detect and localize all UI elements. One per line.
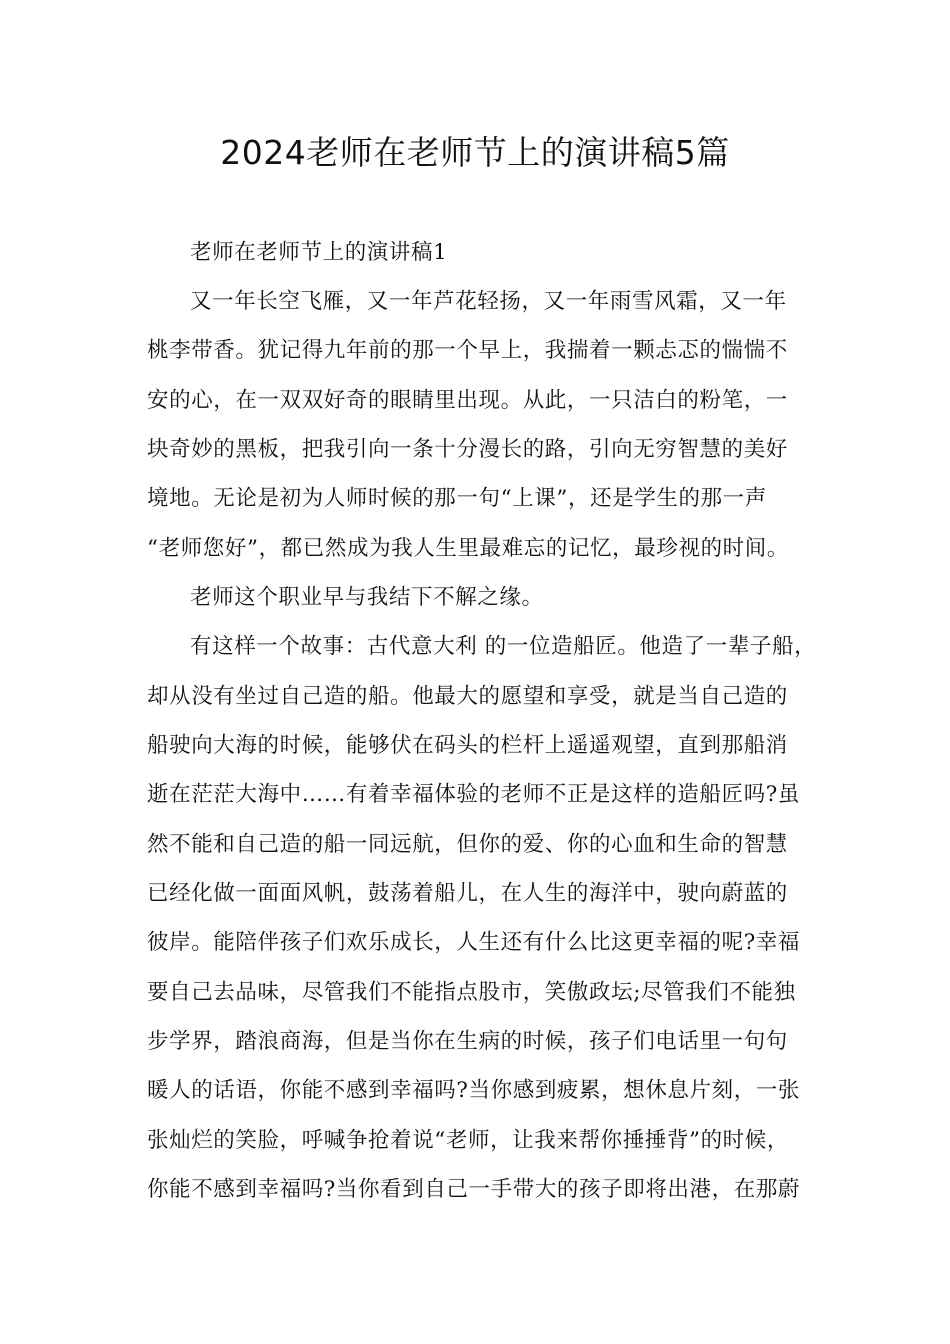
text-line: 逝在茫茫大海中……有着幸福体验的老师不正是这样的造船匠吗?虽	[147, 782, 801, 807]
text-line: 有这样一个故事：古代意大利 的一位造船匠。他造了一辈子船，	[190, 634, 817, 659]
text-line: 又一年长空飞雁，又一年芦花轻扬，又一年雨雪风霜，又一年	[190, 289, 787, 314]
text-line: 你能不感到幸福吗?当你看到自己一手带大的孩子即将出港，在那蔚	[147, 1177, 801, 1202]
text-line: 张灿烂的笑脸，呼喊争抢着说“老师，让我来帮你捶捶背”的时候，	[147, 1128, 789, 1153]
text-line: 船驶向大海的时候，能够伏在码头的栏杆上遥遥观望，直到那船消	[147, 733, 788, 758]
section-heading: 老师在老师节上的演讲稿1	[190, 240, 448, 265]
text-line: 已经化做一面面风帆，鼓荡着船儿，在人生的海洋中，驶向蔚蓝的	[147, 881, 788, 906]
text-line: 然不能和自己造的船一同远航，但你的爱、你的心血和生命的智慧	[147, 832, 788, 857]
text-line: 桃李带香。犹记得九年前的那一个早上，我揣着一颗忐忑的惴惴不	[147, 338, 788, 363]
text-line: 却从没有坐过自己造的船。他最大的愿望和享受，就是当自己造的	[147, 684, 788, 709]
text-line: 境地。无论是初为人师时候的那一句“上课”，还是学生的那一声	[147, 486, 767, 511]
text-line: 块奇妙的黑板，把我引向一条十分漫长的路，引向无穷智慧的美好	[147, 437, 788, 462]
document-title: 2024老师在老师节上的演讲稿5篇	[220, 133, 730, 172]
text-line: 老师这个职业早与我结下不解之缘。	[190, 585, 544, 610]
text-line: “老师您好”，都已然成为我人生里最难忘的记忆，最珍视的时间。	[147, 536, 789, 561]
text-line: 安的心，在一双双好奇的眼睛里出现。从此，一只洁白的粉笔，一	[147, 388, 788, 413]
text-line: 步学界，踏浪商海，但是当你在生病的时候，孩子们电话里一句句	[147, 1029, 788, 1054]
text-line: 暖人的话语，你能不感到幸福吗?当你感到疲累，想休息片刻，一张	[147, 1078, 801, 1103]
text-line: 要自己去品味，尽管我们不能指点股市，笑傲政坛;尽管我们不能独	[147, 980, 796, 1005]
text-line: 彼岸。能陪伴孩子们欢乐成长，人生还有什么比这更幸福的呢?幸福	[147, 930, 801, 955]
